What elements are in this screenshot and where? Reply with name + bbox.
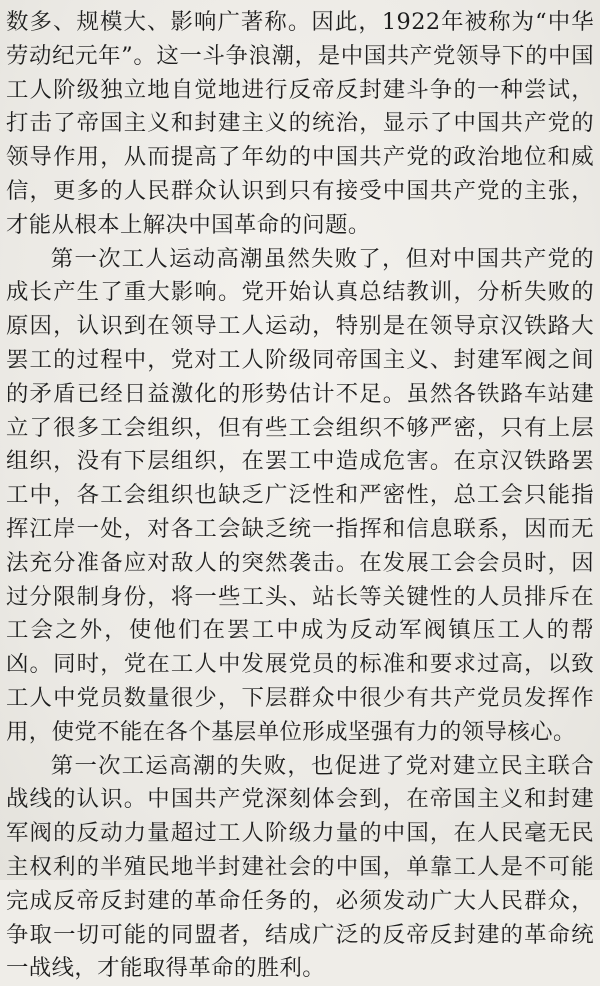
paragraph-united-front: 第一次工运高潮的失败，也促进了党对建立民主联合战线的认识。中国共产党深刻体会到，在帝国主义和封建军阀的反动力量超过工人阶级力量的中国，在人民毫无民主权利的半殖民地半封建社会的中国，单靠工人是不可能完成反帝反封建的革命任务的，必须发动广大人民群众，争取一切可能的同盟者，结成广泛的反帝反封建的革命统一战线，才能取得革命的胜利。 xyxy=(6,752,594,982)
paragraph-labor-movement-impact: 第一次工人运动高潮虽然失败了，但对中国共产党的成长产生了重大影响。党开始认真总结教训，分析失败的原因，认识到在领导工人运动，特别是在领导京汉铁路大罢工的过程中，党对工人阶级同帝国主义、封建军阀之间的矛盾已经日益激化的形势估计不足。虽然各铁路车站建立了很多工会组织，但有些工会组织不够严密，只有上层组织，没有下层组织，在罢工中造成危害。在京汉铁路罢工中，各工会组织也缺乏广泛性和严密性，总工会只能指挥江岸一处，对各工会缺乏统一指挥和信息联系，因而无法充分准备应对敌人的突然袭击。在发展工会会员时，因过分限制身份，将一些工头、站长等关键性的人员排斥在工会之外，使他们在罢工中成为反动军阀镇压工人的帮凶。同时，党在工人中发展党员的标准和要求过高，以致工人中党员数量很少，下层群众中很少有共产党员发挥作用，使党不能在各个基层单位形成坚强有力的领导核心。 xyxy=(6,245,594,745)
paragraph-continued: 数多、规模大、影响广著称。因此，1922年被称为“中华劳动纪元年”。这一斗争浪潮，是中国共产党领导下的中国工人阶级独立地自觉地进行反帝反封建斗争的一种尝试，打击了帝国主义和封建主义的统治，显示了中国共产党的领导作用，从而提高了年幼的中国共产党的政治地位和威信，更多的人民群众认识到只有接受中国共产党的主张，才能从根本上解决中国革命的问题。 xyxy=(6,9,594,238)
body-text xyxy=(6,6,594,986)
